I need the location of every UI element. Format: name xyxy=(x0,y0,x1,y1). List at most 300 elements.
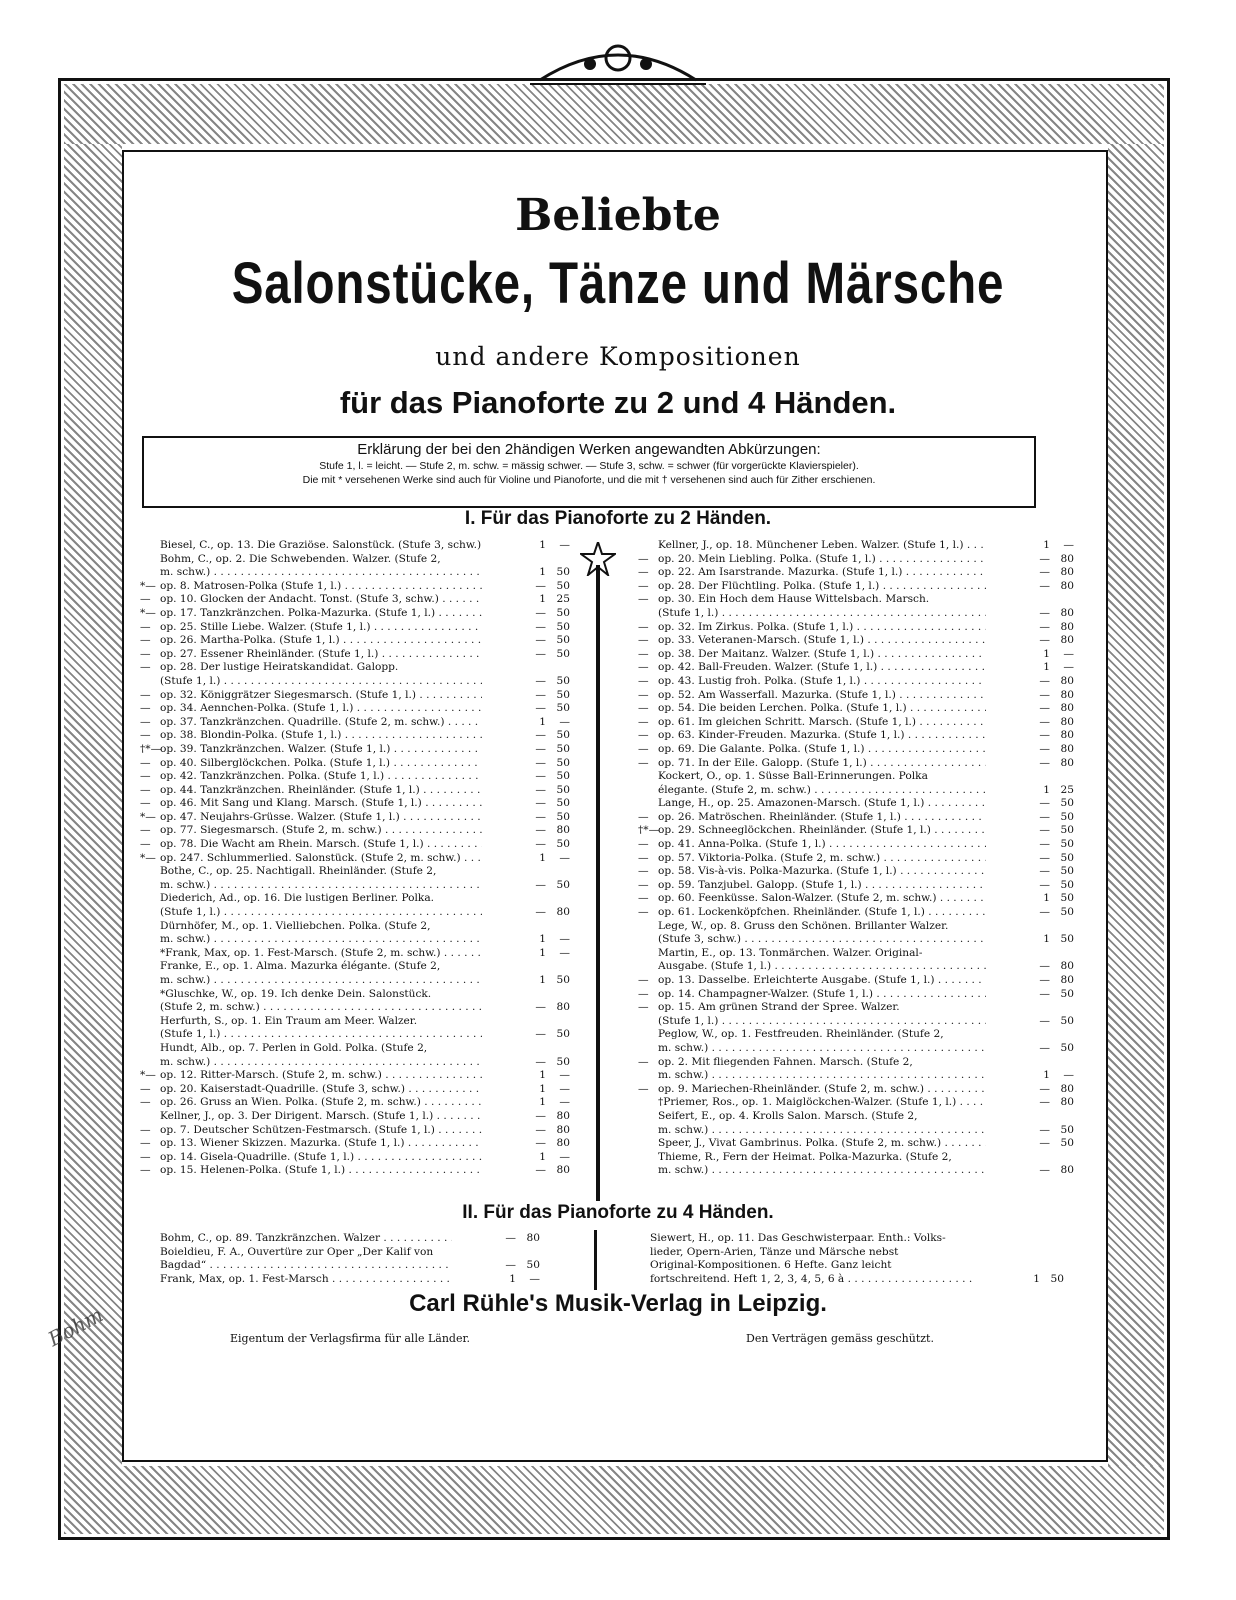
entry-marker xyxy=(140,1232,160,1246)
subtitle: und andere Kompositionen xyxy=(435,342,801,371)
abbreviation-legend xyxy=(142,436,1036,508)
entry-price-pf xyxy=(546,960,570,974)
entry-price-mark: 1 xyxy=(539,593,546,606)
catalog-entry xyxy=(638,770,1074,784)
entry-title: Dürnhöfer, M., op. 1. Vielliebchen. Polka. (Stufe 2, xyxy=(160,919,431,932)
entry-title: op. 39. Tanzkränzchen. Walzer. (Stufe 1, l.) . . . xyxy=(160,743,482,757)
entry-price-mark: — xyxy=(1039,1123,1050,1136)
entry-marker xyxy=(140,1056,160,1070)
entry-price-mark xyxy=(986,1110,1050,1124)
entry-marker xyxy=(140,1246,160,1260)
entry-title: (Stufe 1, l.) . . . xyxy=(658,607,986,621)
entry-price-mark: — xyxy=(505,1232,516,1244)
catalog-entry xyxy=(638,1096,1074,1110)
entry-title: *Gluschke, W., op. 19. Ich denke Dein. Salonstück. xyxy=(160,987,432,1000)
entry-marker xyxy=(630,1246,650,1260)
entry-marker: *— xyxy=(140,606,156,619)
entry-price-pf: 80 xyxy=(1060,960,1074,973)
entry-price-mark: — xyxy=(1039,1082,1050,1095)
entry-marker: — xyxy=(638,838,649,851)
entry-price-pf: — xyxy=(559,1082,570,1095)
entry-marker: — xyxy=(140,715,151,728)
entry-title: Kellner, J., op. 3. Der Dirigent. Marsch. (Stufe 1, l.) . . . xyxy=(160,1110,482,1124)
entry-price-pf: 80 xyxy=(1060,729,1074,742)
entry-price-pf: 80 xyxy=(556,1123,570,1136)
catalog-entry xyxy=(140,852,570,866)
catalog-entry xyxy=(140,1015,570,1029)
entry-marker: — xyxy=(638,1055,649,1068)
entry-price-pf: 50 xyxy=(556,674,570,687)
catalog-entry xyxy=(638,539,1074,553)
entry-title: Hundt, Alb., op. 7. Perlen in Gold. Polka. (Stufe 2, xyxy=(160,1041,428,1054)
entry-price-pf: 50 xyxy=(1060,1137,1074,1150)
catalog-entry xyxy=(638,675,1074,689)
entry-title: op. 26. Martha-Polka. (Stufe 1, l.) . . . xyxy=(160,634,482,648)
catalog-entry xyxy=(140,784,570,798)
entry-marker xyxy=(140,892,160,906)
entry-marker: — xyxy=(638,906,649,919)
catalog-entry xyxy=(638,879,1074,893)
entry-price-pf: — xyxy=(559,851,570,864)
entry-title: Bothe, C., op. 25. Nachtigall. Rheinländer. (Stufe 2, xyxy=(160,865,437,878)
entry-price-mark xyxy=(986,920,1050,934)
entry-price-mark: — xyxy=(535,729,546,742)
catalog-entry xyxy=(638,743,1074,757)
catalog-entry xyxy=(140,607,570,621)
catalog-entry xyxy=(638,824,1074,838)
entry-price-mark: 1 xyxy=(509,1272,516,1285)
entry-price-mark: 1 xyxy=(539,566,546,579)
entry-price-mark: 1 xyxy=(539,933,546,946)
entry-price-pf xyxy=(546,1042,570,1056)
entry-price-mark: — xyxy=(535,770,546,783)
entry-price-pf xyxy=(1050,770,1074,784)
entry-price-mark: — xyxy=(1039,756,1050,769)
entry-price-pf: 50 xyxy=(556,606,570,619)
entry-price-mark: — xyxy=(535,606,546,619)
catalog-entry xyxy=(638,988,1074,1002)
catalog-entry xyxy=(630,1246,1064,1260)
entry-title: op. 26. Matröschen. Rheinländer. (Stufe 1, l.) . . . xyxy=(658,811,986,825)
entry-price-mark: — xyxy=(1039,674,1050,687)
entry-price-pf: 80 xyxy=(556,1137,570,1150)
entry-title: (Stufe 2, m. schw.) . . . xyxy=(160,1001,482,1015)
catalog-entry xyxy=(638,838,1074,852)
entry-price-mark xyxy=(986,1151,1050,1165)
entry-title: (Stufe 1, l.) . . . xyxy=(160,675,482,689)
entry-price-mark xyxy=(986,1028,1050,1042)
entry-title: Herfurth, S., op. 1. Ein Traum am Meer. Walzer. xyxy=(160,1014,418,1027)
entry-title: op. 78. Die Wacht am Rhein. Marsch. (Stufe 1, l.) . . . xyxy=(160,838,482,852)
entry-price-pf xyxy=(1050,1151,1074,1165)
entry-price-pf: 80 xyxy=(1060,688,1074,701)
entry-marker xyxy=(630,1273,650,1287)
entry-price-pf xyxy=(546,865,570,879)
entry-title: Kellner, J., op. 18. Münchener Leben. Walzer. (Stufe 1, l.) . . . xyxy=(658,539,986,553)
catalog-entry xyxy=(638,920,1074,934)
entry-price-pf: 80 xyxy=(526,1232,540,1244)
entry-marker xyxy=(630,1232,650,1246)
entry-price-mark: — xyxy=(1039,1096,1050,1109)
entry-title: m. schw.) . . . xyxy=(658,1124,986,1138)
entry-marker: — xyxy=(638,647,649,660)
entry-marker xyxy=(140,865,160,879)
entry-title: op. 15. Helenen-Polka. (Stufe 1, l.) . . . xyxy=(160,1164,482,1178)
entry-marker: — xyxy=(140,838,151,851)
entry-title: Frank, Max, op. 1. Fest-Marsch . . . xyxy=(160,1273,452,1287)
entry-price-mark: — xyxy=(1039,810,1050,823)
entry-price-pf xyxy=(546,1015,570,1029)
entry-marker: — xyxy=(638,702,649,715)
entry-marker: — xyxy=(638,620,649,633)
entry-marker: — xyxy=(638,742,649,755)
entry-price-mark: — xyxy=(1039,620,1050,633)
entry-price-mark: 1 xyxy=(539,715,546,728)
entry-marker: — xyxy=(638,552,649,565)
entry-title: Diederich, Ad., op. 16. Die lustigen Berliner. Polka. xyxy=(160,892,435,905)
catalog-entry xyxy=(140,661,570,675)
entry-title: op. 69. Die Galante. Polka. (Stufe 1, l.) . . . xyxy=(658,743,986,757)
catalog-entry xyxy=(140,539,570,553)
entry-marker xyxy=(140,947,160,961)
entry-marker: — xyxy=(140,756,151,769)
entry-price-pf: 50 xyxy=(556,756,570,769)
entry-price-pf: 80 xyxy=(556,824,570,837)
entry-title: m. schw.) . . . xyxy=(160,1056,482,1070)
entry-price-mark xyxy=(986,593,1050,607)
catalog-entry xyxy=(140,838,570,852)
catalog-entry xyxy=(638,634,1074,648)
entry-price-pf: 50 xyxy=(556,620,570,633)
entry-price-pf: — xyxy=(559,1069,570,1082)
entry-price-pf: 80 xyxy=(1060,579,1074,592)
entry-title: lieder, Opern-Arien, Tänze und Märsche nebst xyxy=(650,1245,899,1258)
entry-marker xyxy=(140,933,160,947)
entry-price-pf: — xyxy=(529,1272,540,1285)
entry-marker xyxy=(140,1042,160,1056)
entry-marker: — xyxy=(140,770,151,783)
entry-price-mark xyxy=(482,661,546,675)
catalog-entry xyxy=(140,1083,570,1097)
entry-price-pf: 50 xyxy=(1060,987,1074,1000)
entry-price-pf: 25 xyxy=(556,593,570,606)
entry-marker: *— xyxy=(140,579,156,592)
entry-price-pf: 50 xyxy=(1060,1123,1074,1136)
entry-title: op. 47. Neujahrs-Grüsse. Walzer. (Stufe 1, l.) . . . xyxy=(160,811,482,825)
entry-price-mark: 1 xyxy=(539,946,546,959)
catalog-entry xyxy=(140,757,570,771)
entry-title: op. 32. Königgrätzer Siegesmarsch. (Stufe 1, l.) . . . xyxy=(160,689,482,703)
catalog-entry xyxy=(140,634,570,648)
catalog-entry xyxy=(638,1124,1074,1138)
catalog-entry xyxy=(638,1001,1074,1015)
section-1-title: I. Für das Pianoforte zu 2 Händen. xyxy=(464,508,772,529)
entry-marker: — xyxy=(638,634,649,647)
entry-price-pf: — xyxy=(1063,647,1074,660)
catalog-entry xyxy=(638,757,1074,771)
entry-price-mark xyxy=(986,947,1050,961)
entry-title: (Stufe 1, l.) . . . xyxy=(160,1028,482,1042)
entry-title: Lange, H., op. 25. Amazonen-Marsch. (Stufe 1, l.) . . . xyxy=(658,797,986,811)
catalog-entry xyxy=(638,933,1074,947)
entry-price-pf: 80 xyxy=(1060,552,1074,565)
entry-title: op. 61. Lockenköpfchen. Rheinländer. (Stufe 1, l.) . . . xyxy=(658,906,986,920)
entry-title: op. 12. Ritter-Marsch. (Stufe 2, m. schw.) . . . xyxy=(160,1069,482,1083)
entry-price-pf: 50 xyxy=(556,810,570,823)
entry-marker: — xyxy=(140,702,151,715)
catalog-entry xyxy=(638,716,1074,730)
entry-title: op. 46. Mit Sang und Klang. Marsch. (Stufe 1, l.) . . . xyxy=(160,797,482,811)
entry-price-mark: — xyxy=(1039,729,1050,742)
entry-title: op. 13. Dasselbe. Erleichterte Ausgabe. (Stufe 1, l.) . . . xyxy=(658,974,986,988)
entry-title: Seifert, E., op. 4. Krolls Salon. Marsch. (Stufe 2, xyxy=(658,1109,918,1122)
entry-marker xyxy=(638,1151,658,1165)
entry-title: Ausgabe. (Stufe 1, l.) . . . xyxy=(658,960,986,974)
entry-title: op. 25. Stille Liebe. Walzer. (Stufe 1, l.) . . . xyxy=(160,621,482,635)
publisher: Carl Rühle's Musik-Verlag in Leipzig. xyxy=(409,1290,827,1317)
entry-price-mark: — xyxy=(1039,851,1050,864)
crest-ornament-icon xyxy=(530,40,706,86)
entry-price-mark xyxy=(482,865,546,879)
entry-marker: †*— xyxy=(638,824,660,837)
entry-title: op. 38. Blondin-Polka. (Stufe 1, l.) . . . xyxy=(160,729,482,743)
entry-price-pf: 50 xyxy=(1060,838,1074,851)
entry-title: op. 61. Im gleichen Schritt. Marsch. (Stufe 1, l.) . . . xyxy=(658,716,986,730)
entry-title: op. 77. Siegesmarsch. (Stufe 2, m. schw.) . . . xyxy=(160,824,482,838)
entry-marker xyxy=(630,1259,650,1273)
catalog-entry xyxy=(638,852,1074,866)
entry-price-pf: 50 xyxy=(556,770,570,783)
entry-marker: — xyxy=(638,892,649,905)
entry-price-mark xyxy=(482,892,546,906)
entry-title: op. 63. Kinder-Freuden. Mazurka. (Stufe 1, l.) . . . xyxy=(658,729,986,743)
entry-title: *Frank, Max, op. 1. Fest-Marsch. (Stufe 2, m. schw.) . . . xyxy=(160,947,482,961)
catalog-entry xyxy=(140,1110,570,1124)
entry-price-pf: 50 xyxy=(1060,878,1074,891)
catalog-entry xyxy=(140,960,570,974)
entry-marker xyxy=(140,988,160,1002)
section-2-right-column xyxy=(630,1232,1064,1286)
entry-price-pf: — xyxy=(559,539,570,551)
entry-title: op. 8. Matrosen-Polka (Stufe 1, l.) . . . xyxy=(160,580,482,594)
entry-marker: — xyxy=(140,688,151,701)
entry-title: op. 20. Mein Liebling. Polka. (Stufe 1, l.) . . . xyxy=(658,553,986,567)
entry-title: Peglow, W., op. 1. Festfreuden. Rheinländer. (Stufe 2, xyxy=(658,1028,944,1041)
entry-title: op. 10. Glocken der Andacht. Tonst. (Stufe 3, schw.) . . . xyxy=(160,593,482,607)
entry-marker xyxy=(638,1042,658,1056)
entry-price-pf: 50 xyxy=(556,647,570,660)
entry-title: (Stufe 1, l.) . . . xyxy=(160,906,482,920)
entry-title: op. 60. Feenküsse. Salon-Walzer. (Stufe 2, m. schw.) . . . xyxy=(658,892,986,906)
entry-price-mark: — xyxy=(535,702,546,715)
entry-price-mark: — xyxy=(1039,566,1050,579)
catalog-entry xyxy=(140,988,570,1002)
entry-price-mark xyxy=(482,920,546,934)
catalog-entry xyxy=(140,933,570,947)
section-2-left-column xyxy=(140,1232,540,1286)
entry-price-pf: 50 xyxy=(1060,797,1074,810)
entry-price-pf xyxy=(1050,920,1074,934)
entry-marker: — xyxy=(638,729,649,742)
entry-price-mark: — xyxy=(1039,824,1050,837)
entry-price-pf xyxy=(546,920,570,934)
entry-title: m. schw.) . . . xyxy=(658,1164,986,1178)
entry-price-pf: 25 xyxy=(1060,783,1074,796)
entry-marker xyxy=(140,1001,160,1015)
divider-staff-ornament xyxy=(596,565,600,1201)
star-ornament-icon xyxy=(580,542,616,576)
entry-price-pf: 80 xyxy=(1060,620,1074,633)
entry-price-mark: — xyxy=(535,620,546,633)
entry-title: op. 44. Tanzkränzchen. Rheinländer. (Stufe 1, l.) . . . xyxy=(160,784,482,798)
catalog-entry xyxy=(140,879,570,893)
entry-marker: — xyxy=(140,1164,151,1177)
catalog-entry xyxy=(630,1232,1064,1246)
entry-title: Bohm, C., op. 89. Tanzkränzchen. Walzer . . . xyxy=(160,1232,452,1246)
entry-marker xyxy=(638,1164,658,1178)
entry-title: op. 40. Silberglöckchen. Polka. (Stufe 1, l.) . . . xyxy=(160,757,482,771)
entry-price-pf: 80 xyxy=(1060,566,1074,579)
entry-marker: — xyxy=(638,593,649,606)
catalog-entry xyxy=(140,906,570,920)
entry-price-pf: 50 xyxy=(556,878,570,891)
entry-marker: — xyxy=(140,783,151,796)
entry-marker: — xyxy=(638,865,649,878)
entry-title: op. 57. Viktoria-Polka. (Stufe 2, m. schw.) . . . xyxy=(658,852,986,866)
entry-title: op. 28. Der Flüchtling. Polka. (Stufe 1, l.) . . . xyxy=(658,580,986,594)
entry-marker: — xyxy=(140,1123,151,1136)
ownership-note: Eigentum der Verlagsfirma für alle Länder. xyxy=(230,1332,471,1345)
entry-price-pf: 50 xyxy=(556,1028,570,1041)
entry-price-pf: 50 xyxy=(1060,810,1074,823)
entry-price-mark: — xyxy=(1039,838,1050,851)
entry-title: m. schw.) . . . xyxy=(658,1069,986,1083)
catalog-entry xyxy=(140,1028,570,1042)
entry-marker xyxy=(638,1110,658,1124)
catalog-entry xyxy=(630,1273,1064,1287)
entry-price-pf xyxy=(1050,593,1074,607)
title-instrument: für das Pianoforte zu 2 und 4 Händen. xyxy=(339,385,897,420)
entry-price-mark: — xyxy=(1039,552,1050,565)
entry-price-pf: 50 xyxy=(556,783,570,796)
entry-marker: — xyxy=(140,797,151,810)
entry-price-pf: 50 xyxy=(556,797,570,810)
entry-price-pf: 80 xyxy=(1060,1096,1074,1109)
entry-title: op. 43. Lustig froh. Polka. (Stufe 1, l.) . . . xyxy=(658,675,986,689)
entry-price-pf xyxy=(516,1246,540,1260)
catalog-entry xyxy=(140,553,570,567)
entry-price-pf: — xyxy=(1063,539,1074,551)
entry-price-mark: 1 xyxy=(1033,1272,1040,1285)
entry-price-pf xyxy=(1040,1246,1064,1260)
catalog-page xyxy=(140,170,1096,1430)
entry-title: op. 38. Der Maitanz. Walzer. (Stufe 1, l.) . . . xyxy=(658,648,986,662)
entry-price-pf: — xyxy=(1063,1069,1074,1082)
entry-price-pf: 50 xyxy=(556,688,570,701)
entry-marker xyxy=(638,770,658,784)
entry-price-pf: 80 xyxy=(1060,756,1074,769)
entry-price-mark: — xyxy=(1039,987,1050,1000)
entry-marker xyxy=(638,933,658,947)
entry-title: Speer, J., Vivat Gambrinus. Polka. (Stufe 2, m. schw.) . . . xyxy=(658,1137,986,1151)
catalog-entry xyxy=(638,906,1074,920)
entry-marker: — xyxy=(140,1082,151,1095)
entry-title: op. 32. Im Zirkus. Polka. (Stufe 1, l.) . . . xyxy=(658,621,986,635)
entry-title: op. 17. Tanzkränzchen. Polka-Mazurka. (Stufe 1, l.) . . . xyxy=(160,607,482,621)
entry-price-pf: — xyxy=(559,946,570,959)
entry-title: †Priemer, Ros., op. 1. Maiglöckchen-Walzer. (Stufe 1, l.) . . . xyxy=(658,1096,986,1110)
entry-title: Martin, E., op. 13. Tonmärchen. Walzer. Original- xyxy=(658,946,923,959)
entry-price-pf: — xyxy=(559,715,570,728)
catalog-entry xyxy=(638,702,1074,716)
entry-title: op. 41. Anna-Polka. (Stufe 1, l.) . . . xyxy=(658,838,986,852)
entry-price-pf: 50 xyxy=(556,702,570,715)
catalog-entry xyxy=(140,1056,570,1070)
entry-price-mark: — xyxy=(1039,878,1050,891)
catalog-entry xyxy=(638,566,1074,580)
entry-price-mark: 1 xyxy=(539,851,546,864)
entry-title: fortschreitend. Heft 1, 2, 3, 4, 5, 6 à . . . xyxy=(650,1273,976,1287)
entry-price-pf: 50 xyxy=(1060,892,1074,905)
entry-title: Lege, W., op. 8. Gruss den Schönen. Brillanter Walzer. xyxy=(658,919,949,932)
entry-price-pf: 50 xyxy=(556,742,570,755)
entry-title: Kockert, O., op. 1. Süsse Ball-Erinnerungen. Polka xyxy=(658,770,928,783)
catalog-entry xyxy=(638,811,1074,825)
catalog-entry xyxy=(638,1110,1074,1124)
entry-price-mark: — xyxy=(535,579,546,592)
title-main: Salonstücke, Tänze und Märsche xyxy=(231,251,1005,316)
entry-price-mark: 1 xyxy=(539,1069,546,1082)
entry-marker: — xyxy=(140,1150,151,1163)
entry-price-pf xyxy=(1040,1232,1064,1246)
entry-price-mark: 1 xyxy=(1043,539,1050,551)
entry-price-pf: 50 xyxy=(556,566,570,579)
entry-price-pf: 50 xyxy=(556,1055,570,1068)
catalog-entry xyxy=(638,1015,1074,1029)
entry-title: Bagdad“ . . . xyxy=(160,1259,452,1273)
entry-price-pf: 50 xyxy=(1060,1041,1074,1054)
catalog-entry xyxy=(638,960,1074,974)
catalog-entry xyxy=(140,1232,540,1246)
entry-marker: — xyxy=(638,1001,649,1014)
entry-price-pf xyxy=(546,988,570,1002)
entry-title: op. 42. Tanzkränzchen. Polka. (Stufe 1, l.) . . . xyxy=(160,770,482,784)
entry-title: op. 15. Am grünen Strand der Spree. Walzer. xyxy=(658,1001,900,1014)
catalog-entry xyxy=(140,1259,540,1273)
section-1-left-column xyxy=(140,539,570,1178)
entry-price-mark xyxy=(482,1042,546,1056)
catalog-entry xyxy=(140,947,570,961)
entry-price-mark xyxy=(452,1246,516,1260)
entry-price-mark xyxy=(482,960,546,974)
border-ornament-left xyxy=(64,144,122,1466)
entry-title: op. 7. Deutscher Schützen-Festmarsch. (Stufe 1, l.) . . . xyxy=(160,1124,482,1138)
entry-marker: — xyxy=(638,878,649,891)
catalog-entry xyxy=(140,566,570,580)
entry-marker: — xyxy=(140,661,151,674)
entry-price-pf xyxy=(546,892,570,906)
entry-price-mark: — xyxy=(1039,742,1050,755)
entry-price-mark: — xyxy=(535,797,546,810)
entry-marker: — xyxy=(638,688,649,701)
entry-marker: — xyxy=(638,715,649,728)
catalog-entry xyxy=(140,729,570,743)
catalog-entry xyxy=(638,1028,1074,1042)
entry-title: op. 22. Am Isarstrande. Mazurka. (Stufe 1, l.) . . . xyxy=(658,566,986,580)
entry-price-mark: — xyxy=(535,1109,546,1122)
catalog-entry xyxy=(638,865,1074,879)
entry-price-mark: 1 xyxy=(539,1082,546,1095)
